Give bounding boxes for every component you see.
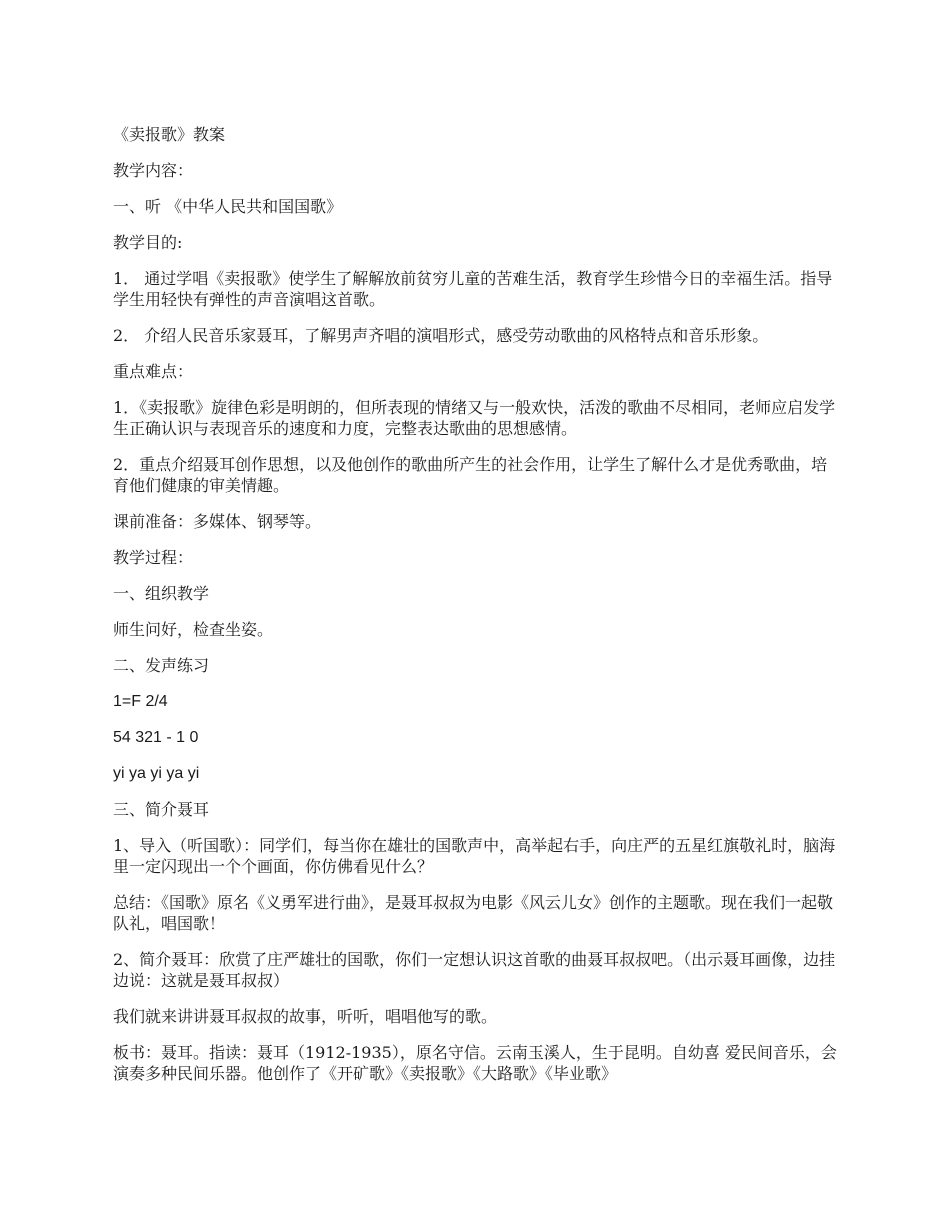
story-intro: 我们就来讲讲聂耳叔叔的故事，听听，唱唱他写的歌。 bbox=[113, 1007, 498, 1026]
section-heading-process: 教学过程： bbox=[113, 548, 194, 567]
summary-anthem: 总结：《国歌》原名《义勇军进行曲》，是聂耳叔叔为电影《风云儿女》创作的主题歌。现在我们一起敬队礼，唱国歌！ bbox=[113, 893, 834, 933]
vocal-key-signature: 1=F 2/4 bbox=[113, 693, 168, 710]
process-step-2-heading: 二、发声练习 bbox=[113, 656, 210, 675]
vocal-syllables: yi ya yi ya yi bbox=[113, 765, 200, 782]
section-heading-teaching-content: 教学内容： bbox=[113, 161, 194, 180]
document-title: 《卖报歌》教案 bbox=[113, 125, 226, 144]
document-body bbox=[113, 124, 837, 1099]
teaching-goal-1: 1． 通过学唱《卖报歌》使学生了解解放前贫穷儿童的苦难生活，教育学生珍惜今日的幸福生活。指导学生用轻快有弹性的声音演唱这首歌。 bbox=[113, 269, 833, 309]
board-writing: 板书：聂耳。指读：聂耳（1912-1935），原名守信。云南玉溪人，生于昆明。自幼喜 爱民间音乐，会演奏多种民间乐器。他创作了《开矿歌》《卖报歌》《大路歌》《毕业歌》 bbox=[113, 1043, 837, 1083]
preparation: 课前准备：多媒体、钢琴等。 bbox=[113, 512, 322, 531]
process-step-1-text: 师生问好，检查坐姿。 bbox=[113, 620, 274, 639]
section-heading-teaching-goals: 教学目的: bbox=[113, 233, 183, 252]
process-step-1-heading: 一、组织教学 bbox=[113, 584, 210, 603]
intro-nie-er: 2、简介聂耳：欣赏了庄严雄壮的国歌，你们一定想认识这首歌的曲聂耳叔叔吧。（出示聂耳画像，边挂边说：这就是聂耳叔叔） bbox=[113, 950, 836, 990]
key-point-1: 1．《卖报歌》旋律色彩是明朗的，但所表现的情绪又与一般欢快，活泼的歌曲不尽相同，老师应启发学生正确认识与表现音乐的速度和力度，完整表达歌曲的思想感情。 bbox=[113, 398, 836, 438]
teaching-goal-2: 2． 介绍人民音乐家聂耳，了解男声齐唱的演唱形式，感受劳动歌曲的风格特点和音乐形象。 bbox=[113, 326, 769, 345]
intro-listen-anthem: 1、导入（听国歌）：同学们，每当你在雄壮的国歌声中，高举起右手，向庄严的五星红旗敬礼时，脑海里一定闪现出一个个画面，你仿佛看见什么？ bbox=[113, 836, 836, 876]
section-heading-key-points: 重点难点： bbox=[113, 362, 194, 381]
vocal-notation: 54 321 - 1 0 bbox=[113, 729, 199, 746]
teaching-content-item: 一、听 《中华人民共和国国歌》 bbox=[113, 197, 343, 216]
process-step-3-heading: 三、简介聂耳 bbox=[113, 800, 210, 819]
key-point-2: 2．重点介绍聂耳创作思想，以及他创作的歌曲所产生的社会作用，让学生了解什么才是优秀歌曲，培育他们健康的审美情趣。 bbox=[113, 455, 828, 495]
